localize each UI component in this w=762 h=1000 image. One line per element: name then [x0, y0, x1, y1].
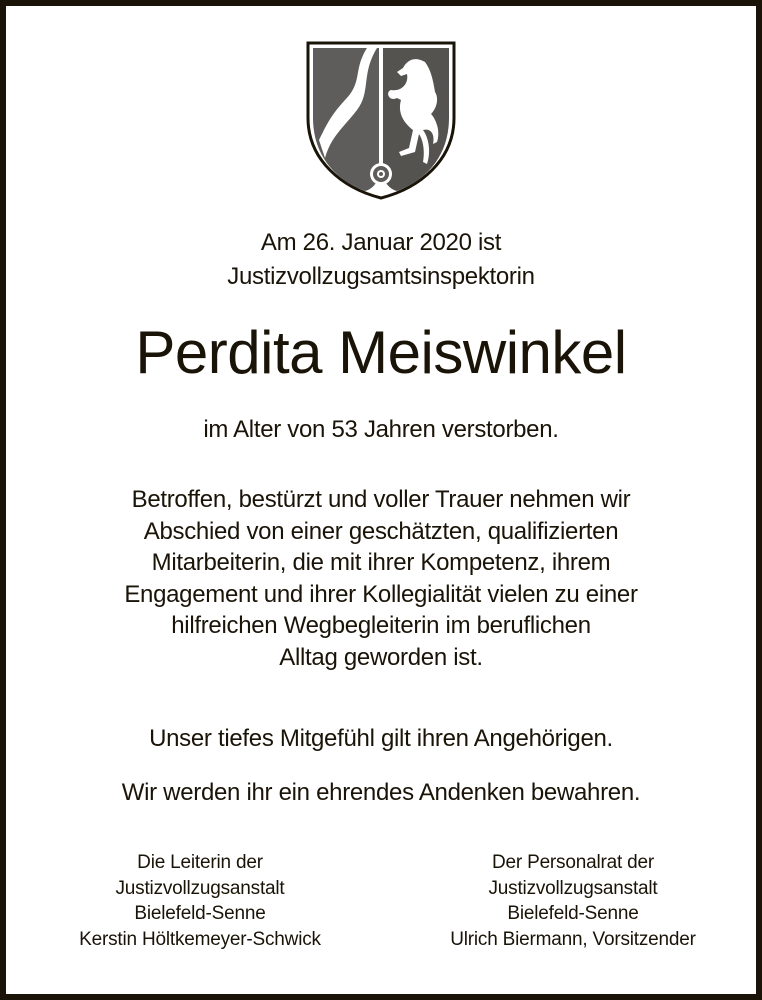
- signature-line: Bielefeld-Senne: [134, 903, 266, 924]
- signature-line: Justizvollzugsanstalt: [488, 877, 658, 899]
- signature-left: [40, 850, 360, 952]
- nrw-coat-of-arms-icon: [305, 40, 457, 200]
- signature-line: Bielefeld-Senne: [507, 903, 639, 924]
- tribute-line: hilfreichen Wegbegleiterin im beruflichen: [171, 612, 591, 639]
- tribute-paragraph: [0, 484, 762, 673]
- age-line: im Alter von 53 Jahren verstorben.: [203, 416, 559, 443]
- signature-name: Kerstin Höltkemeyer-Schwick: [79, 928, 321, 950]
- tribute-line: Mitarbeiterin, die mit ihrer Kompetenz, ihrem: [151, 549, 611, 576]
- signature-line: Der Personalrat der: [492, 852, 654, 873]
- tribute-line: Betroffen, bestürzt und voller Trauer nehmen wir: [131, 486, 631, 513]
- signature-right: [398, 850, 748, 952]
- intro-line-date: Am 26. Januar 2020 ist: [260, 229, 502, 256]
- intro-text: [0, 226, 762, 294]
- intro-line-title: Justizvollzugsamtsinspektorin: [227, 263, 535, 290]
- tribute-line: Engagement und ihrer Kollegialität vielen zu einer: [124, 580, 638, 608]
- deceased-name: Perdita Meiswinkel: [135, 319, 627, 386]
- remembrance-line: Wir werden ihr ein ehrendes Andenken bewahren.: [121, 779, 641, 806]
- signature-line: Justizvollzugsanstalt: [115, 877, 285, 899]
- tribute-line: Abschied von einer geschätzten, qualifizierten: [143, 517, 619, 545]
- tribute-line: Alltag geworden ist.: [279, 643, 483, 671]
- signature-name: Ulrich Biermann, Vorsitzender: [450, 928, 696, 950]
- sympathy-line: Unser tiefes Mitgefühl gilt ihren Angehörigen.: [149, 725, 613, 752]
- signature-line: Die Leiterin der: [137, 852, 263, 873]
